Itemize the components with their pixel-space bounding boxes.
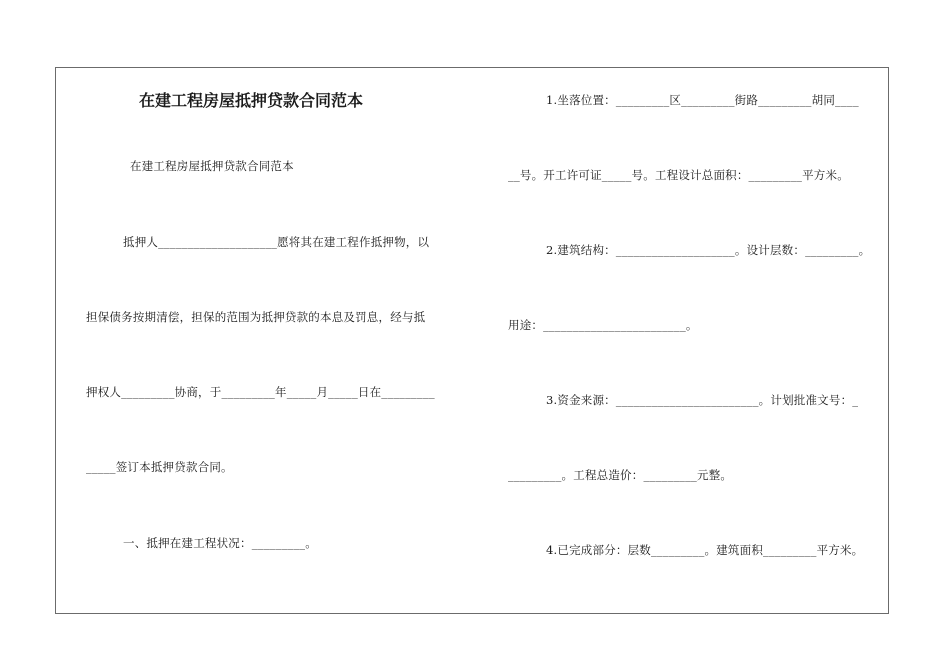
item-line: 3.资金来源：________________________。计划批准文号：_: [546, 393, 859, 407]
item-line: 用途：________________________。: [508, 318, 698, 332]
item-line: _________。工程总造价：_________元整。: [508, 468, 733, 482]
paragraph-line: 抵押人____________________愿将其在建工程作抵押物，以: [123, 235, 430, 249]
paragraph-line: 押权人_________协商，于_________年_____月_____日在_________: [86, 385, 435, 399]
document-frame: [55, 67, 889, 614]
paragraph-line: 担保债务按期清偿，担保的范围为抵押贷款的本息及罚息，经与抵: [86, 310, 426, 324]
document-title: 在建工程房屋抵押贷款合同范本: [139, 91, 364, 110]
item-line: __号。开工许可证_____号。工程设计总面积：_________平方米。: [508, 168, 849, 182]
section-heading: 一、抵押在建工程状况：_________。: [123, 536, 317, 550]
paragraph-line: _____签订本抵押贷款合同。: [86, 460, 233, 474]
item-line: 4.已完成部分：层数_________。建筑面积_________平方米。: [546, 543, 864, 557]
item-line: 2.建筑结构：____________________。设计层数：_________。: [546, 243, 871, 257]
item-line: 1.坐落位置：_________区_________街路_________胡同____: [546, 93, 859, 107]
document-subtitle: 在建工程房屋抵押贷款合同范本: [130, 159, 294, 173]
